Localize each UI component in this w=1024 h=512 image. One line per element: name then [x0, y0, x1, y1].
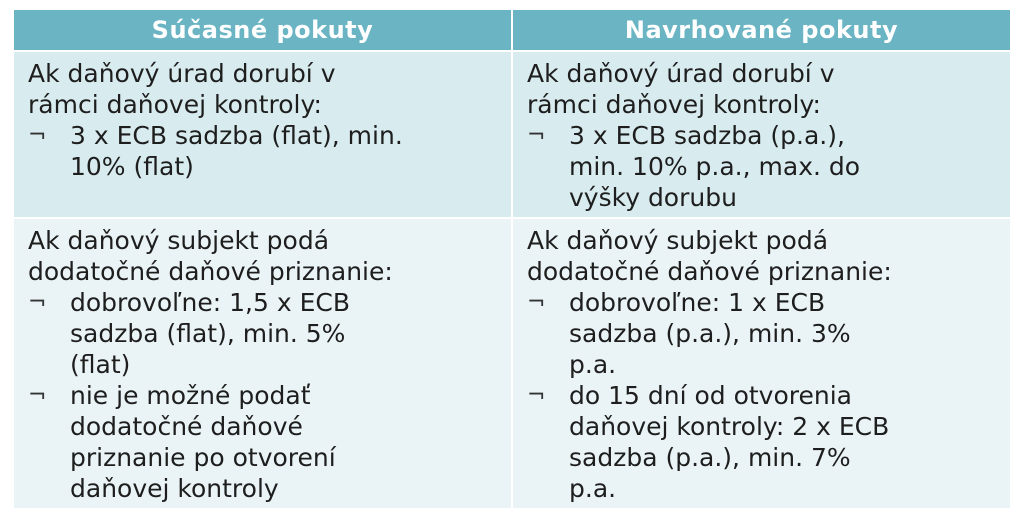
list-item	[527, 287, 996, 380]
list-item-text: dobrovoľne: 1,5 x ECB sadzba (flat), min. 5% (flat)	[70, 288, 350, 379]
list-item-text: do 15 dní od otvorenia daňovej kontroly: 2 x ECB sadzba (p.a.), min. 7% p.a.	[569, 381, 890, 503]
bullet-list	[28, 120, 497, 182]
list-item-text: dobrovoľne: 1 x ECB sadzba (p.a.), min. 3% p.a.	[569, 288, 851, 379]
bullet-icon: ¬	[527, 290, 546, 315]
cell-lead-text: Ak daňový subjekt podá dodatočné daňové priznanie:	[527, 226, 892, 286]
cell-lead-text: Ak daňový subjekt podá dodatočné daňové priznanie:	[28, 226, 393, 286]
list-item	[28, 380, 497, 504]
list-item	[527, 120, 996, 213]
proposed-supplementary-return-cell	[512, 218, 1011, 509]
bullet-list	[28, 287, 497, 504]
list-item-text: nie je možné podať dodatočné daňové priznanie po otvorení daňovej kontroly	[70, 381, 336, 503]
header-proposed-penalties: Navrhované pokuty	[512, 9, 1011, 51]
table-row	[13, 218, 1011, 509]
cell-lead-text: Ak daňový úrad dorubí v rámci daňovej kontroly:	[527, 59, 835, 119]
bullet-icon: ¬	[527, 123, 546, 148]
cell-lead-text: Ak daňový úrad dorubí v rámci daňovej kontroly:	[28, 59, 336, 119]
list-item-text: 3 x ECB sadzba (p.a.), min. 10% p.a., max. do výšky dorubu	[569, 121, 861, 212]
current-tax-audit-cell	[13, 51, 512, 218]
bullet-list	[527, 287, 996, 504]
header-row	[13, 9, 1011, 51]
list-item	[527, 380, 996, 504]
table-row	[13, 51, 1011, 218]
bullet-icon: ¬	[28, 290, 47, 315]
list-item-text: 3 x ECB sadzba (flat), min. 10% (flat)	[70, 121, 403, 181]
list-item	[28, 120, 497, 182]
bullet-list	[527, 120, 996, 213]
bullet-icon: ¬	[527, 383, 546, 408]
proposed-tax-audit-cell	[512, 51, 1011, 218]
bullet-icon: ¬	[28, 123, 47, 148]
penalties-comparison-table	[12, 8, 1012, 510]
current-supplementary-return-cell	[13, 218, 512, 509]
list-item	[28, 287, 497, 380]
bullet-icon: ¬	[28, 383, 47, 408]
header-current-penalties: Súčasné pokuty	[13, 9, 512, 51]
